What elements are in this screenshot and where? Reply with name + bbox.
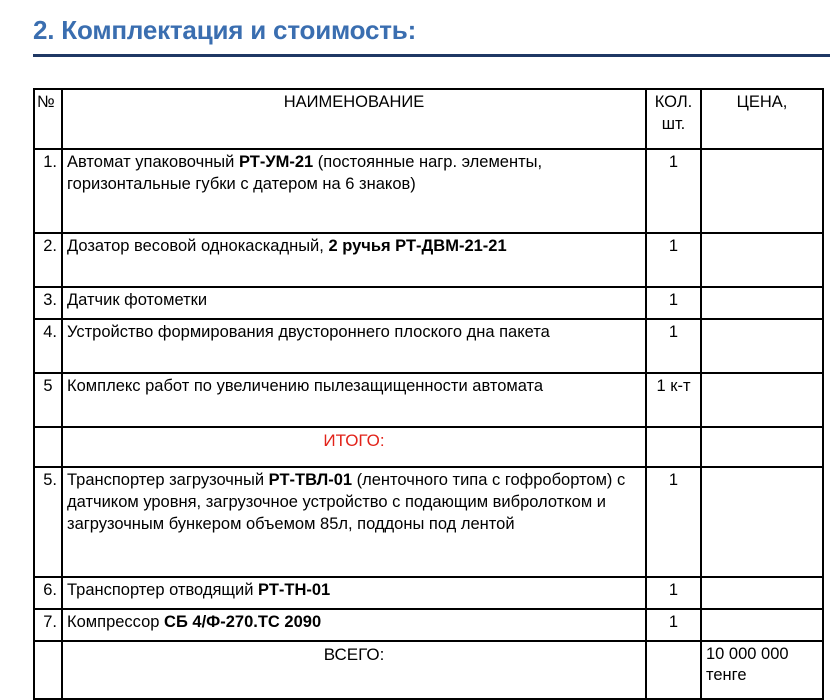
row-name — [62, 319, 646, 373]
row-name-model: РТ-УМ-21 — [238, 153, 314, 171]
row-number: 6. — [34, 577, 62, 609]
title-divider — [33, 54, 830, 57]
grand-total-currency: тенге — [706, 666, 747, 685]
grand-total-label: ВСЕГО: — [62, 641, 646, 699]
row-quantity: 1 — [646, 467, 701, 577]
row-name-model: СБ 4/Ф-270.ТС 2090 — [164, 613, 322, 631]
row-quantity: 1 к-т — [646, 373, 701, 427]
column-header-quantity-line2: шт. — [661, 114, 686, 133]
row-name-plain: Компрессор — [67, 613, 165, 631]
row-name-plain-2: (постоянные нагр. элементы, горизонтальные губки с датером на 6 знаков) — [67, 153, 543, 193]
slide-header — [0, 0, 830, 57]
row-price — [701, 233, 823, 287]
grand-total-row-number — [34, 641, 62, 699]
row-number: 5. — [34, 467, 62, 577]
table-row — [34, 373, 823, 427]
row-name — [62, 149, 646, 233]
row-price — [701, 373, 823, 427]
row-name — [62, 233, 646, 287]
table-header — [34, 89, 823, 149]
row-number: 7. — [34, 609, 62, 641]
row-name-plain: Датчик фотометки — [67, 291, 208, 309]
row-name-plain: Комплекс работ по увеличению пылезащищенности автомата — [67, 377, 544, 395]
specification-table — [33, 88, 824, 700]
table-body — [34, 149, 823, 699]
row-number: 1. — [34, 149, 62, 233]
column-header-quantity-line1: КОЛ. — [654, 93, 693, 111]
table-row — [34, 319, 823, 373]
specification-table-container — [33, 88, 822, 700]
table-row — [34, 287, 823, 319]
row-name — [62, 373, 646, 427]
row-number: 5 — [34, 373, 62, 427]
row-name-plain: Транспортер отводящий — [67, 581, 259, 599]
row-name-plain: Дозатор весовой однокаскадный, — [67, 237, 329, 255]
table-row — [34, 233, 823, 287]
subtotal-row — [34, 427, 823, 467]
row-price — [701, 609, 823, 641]
column-header-name: НАИМЕНОВАНИЕ — [62, 89, 646, 149]
row-number: 4. — [34, 319, 62, 373]
subtotal-quantity — [646, 427, 701, 467]
row-name-plain: Автомат упаковочный — [67, 153, 239, 171]
row-name — [62, 467, 646, 577]
row-name-plain: Устройство формирования двустороннего плоского дна пакета — [67, 323, 550, 341]
row-quantity: 1 — [646, 287, 701, 319]
row-name — [62, 287, 646, 319]
column-header-price: ЦЕНА, — [701, 89, 823, 149]
row-number: 3. — [34, 287, 62, 319]
column-header-number: № — [34, 89, 62, 149]
table-header-row — [34, 89, 823, 149]
row-name — [62, 577, 646, 609]
grand-total-price — [701, 641, 823, 699]
row-quantity: 1 — [646, 149, 701, 233]
row-price — [701, 149, 823, 233]
grand-total-row — [34, 641, 823, 699]
row-price — [701, 319, 823, 373]
page-title: 2. Комплектация и стоимость: — [33, 15, 417, 45]
table-row — [34, 577, 823, 609]
grand-total-quantity — [646, 641, 701, 699]
column-header-quantity — [646, 89, 701, 149]
table-row — [34, 467, 823, 577]
row-quantity: 1 — [646, 233, 701, 287]
row-name-plain-2: (ленточного типа с гофробортом) с датчиком уровня, загрузочное устройство с подающим вибролотком и загрузочным бункером объемом 85л, поддоны под лентой — [67, 471, 626, 533]
row-quantity: 1 — [646, 609, 701, 641]
subtotal-row-number — [34, 427, 62, 467]
subtotal-label: ИТОГО: — [62, 427, 646, 467]
subtotal-price — [701, 427, 823, 467]
row-name-model: РТ-ТН-01 — [258, 581, 331, 599]
table-row — [34, 149, 823, 233]
row-number: 2. — [34, 233, 62, 287]
row-quantity: 1 — [646, 577, 701, 609]
row-name-model: РТ-ТВЛ-01 — [268, 471, 353, 489]
row-name — [62, 609, 646, 641]
row-name-plain: Транспортер загрузочный — [67, 471, 269, 489]
row-price — [701, 287, 823, 319]
table-row — [34, 609, 823, 641]
row-quantity: 1 — [646, 319, 701, 373]
row-name-model: 2 ручья РТ-ДВМ-21-21 — [328, 237, 507, 255]
row-price — [701, 577, 823, 609]
row-price — [701, 467, 823, 577]
grand-total-amount: 10 000 000 — [706, 645, 789, 663]
